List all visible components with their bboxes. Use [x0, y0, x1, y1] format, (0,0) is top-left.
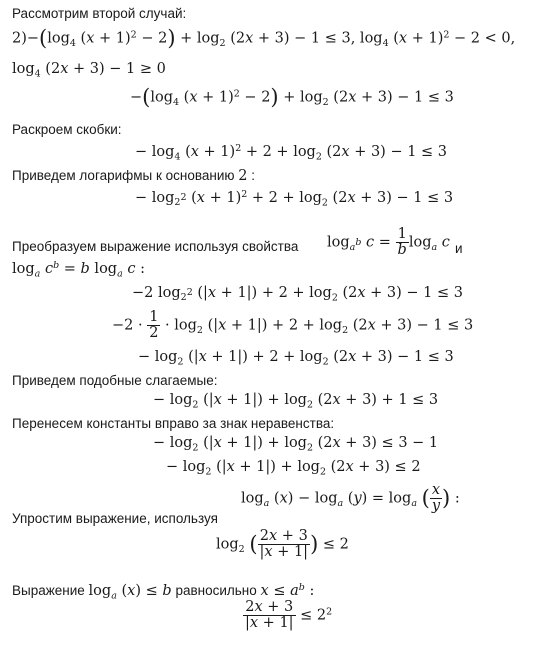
- math-line-4: $-(\log_4$ $(x + 1)^2 - 2) + \log_2 (2x + 3) - 1 \le 3$: [130, 85, 454, 109]
- math-line-23: $\frac{2x + 3}{|x + 1|}$ ≤ $2^2$: [245, 599, 333, 632]
- text-line-equivalent: [12, 581, 315, 602]
- text-line-simplify: Упростим выражение, используя: [12, 511, 218, 526]
- text-line-1: Рассмотрим второй случай:: [12, 6, 187, 21]
- math-property-2: $\log_a c^b = b$ $\log_a c$ :: [12, 259, 145, 280]
- text-base-label: Приведем логарифмы к основанию: [12, 168, 235, 183]
- math-line-18: − $\log_2 (|x + 1|) + \log_2 (2x + 3) \le 2$: [166, 459, 421, 478]
- math-line-6: − $\log_4 (x + 1)^2 + 2 + \log_2 (2x + 3) - 1 \le 3$: [135, 142, 448, 163]
- text-line-open-brackets: Раскроем скобки:: [12, 122, 122, 137]
- math-line-13: − $\log_2 (|x + 1|) + 2 + \log_2 (2x + 3) - 1 \le 3$: [138, 349, 454, 368]
- text-base-colon: :: [251, 168, 256, 183]
- text-line-similar: Приведем подобные слагаемые:: [12, 373, 218, 388]
- text-and: и: [455, 241, 463, 256]
- math-line-8: − $\log_{2^2} (x + 1)^2 + 2 + \log_2 (2x + 3) - 1 \le 3$: [135, 188, 454, 209]
- text-line-base: [12, 168, 255, 184]
- math-property-1: $\log_{a^b} c$ = $\frac{1}{b}$ $\log_a c$: [327, 226, 450, 259]
- math-line-2: $2)-(\log_4$ $(x + 1)^2 - 2) + \log_2 (2x + 3) - 1 \le 3$, $\log_4 (x + 1)^2 - 2 < 0$,: [12, 26, 516, 50]
- case-number: 2): [12, 30, 27, 47]
- base-value: 2: [238, 168, 248, 184]
- math-line-15: − $\log_2 (|x + 1|) + \log_2 (2x + 3) + 1 \le 3$: [153, 392, 439, 411]
- math-line-21: $\log_2$ ( $\frac{2x + 3}{|x + 1|}$ ) ≤ 2: [216, 528, 349, 561]
- math-line-11: −2 $\log_{2^2} (|x + 1|) + 2 + \log_2 (2x + 3) - 1 \le 3$: [132, 285, 463, 304]
- math-line-17: − $\log_2 (|x + 1|) + \log_2 (2x + 3) \le 3 - 1$: [153, 435, 439, 454]
- text-equivalent: равносильно: [175, 583, 257, 598]
- text-expression: Выражение: [12, 583, 85, 598]
- text-line-move-constants: Перенесем константы вправо за знак неравенства:: [12, 416, 335, 431]
- math-inline-x-le-ab: $x \le a^b$ :: [260, 581, 315, 599]
- math-log-difference: $\log_a (x) - \log_a (y) = \log_a$ ( $\frac{x}{y}$ ) :: [241, 482, 460, 515]
- math-line-12: −2 · $\frac{1}{2}$ · $\log_2 (|x + 1|) + 2 + \log_2 (2x + 3) - 1 \le 3$: [112, 309, 474, 342]
- text-line-property: Преобразуем выражение используя свойства: [12, 239, 299, 254]
- math-inline-log-le-b: $\log_a (x) \le b$: [88, 583, 172, 602]
- math-line-3: $\log_4 (2x + 3) - 1 \ge 0$: [12, 61, 166, 80]
